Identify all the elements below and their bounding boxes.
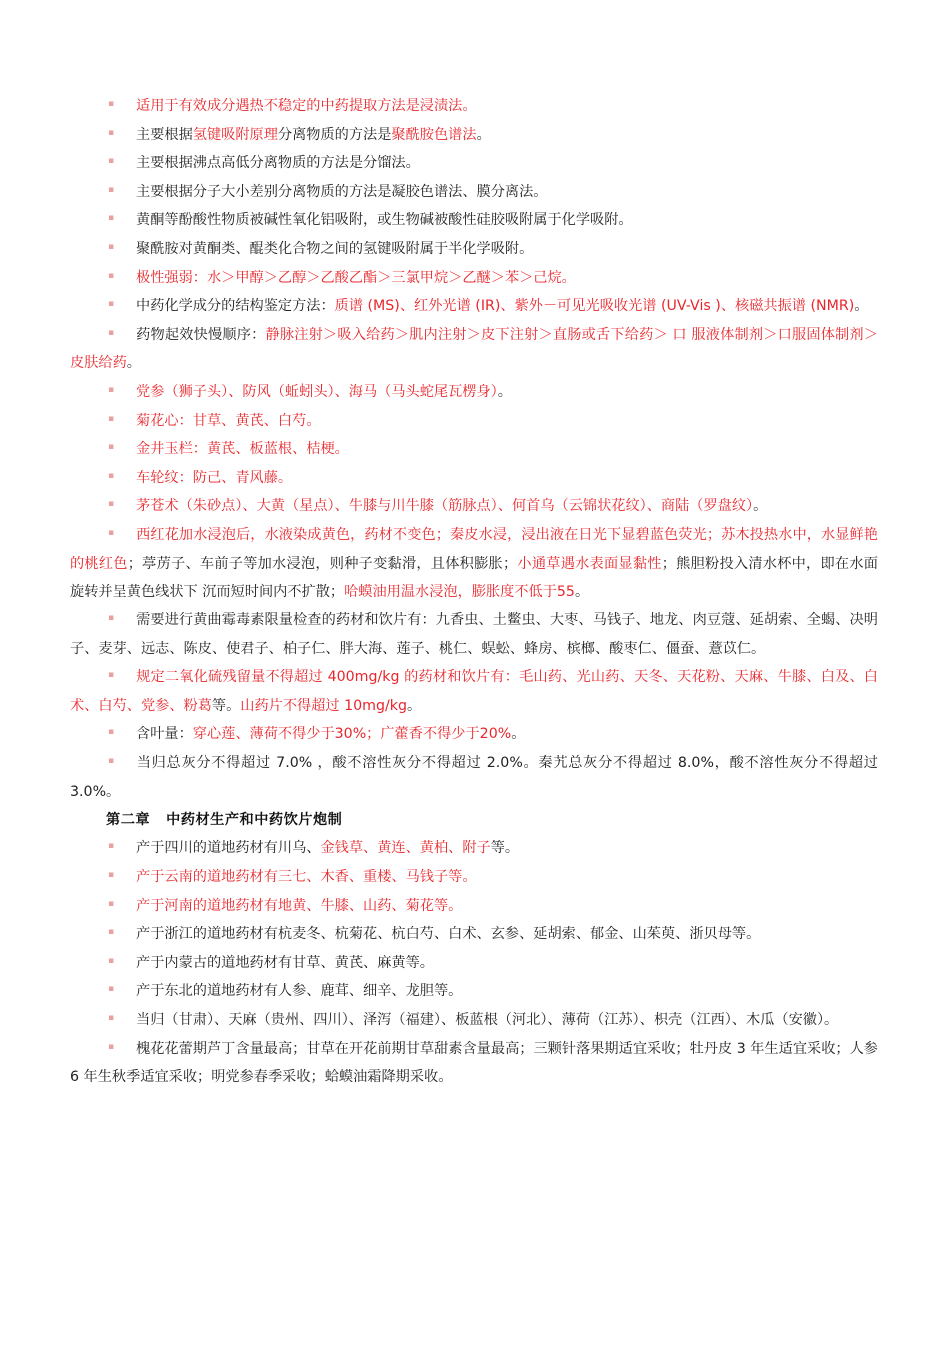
- item-text: 。: [511, 726, 526, 743]
- bullet-item: [70, 292, 878, 321]
- item-text: 主要根据分子大小差别分离物质的方法是凝胶色谱法、膜分离法。: [136, 184, 548, 201]
- item-text: 分离物质的方法是: [277, 126, 392, 143]
- highlighted-text: 聚酰胺色谱法: [391, 126, 477, 143]
- bullet-icon: ▪: [108, 670, 115, 681]
- bullet-item: [70, 749, 878, 806]
- highlighted-text: 金井玉栏：黄芪、板蓝根、桔梗。: [136, 441, 349, 458]
- bullet-icon: ▪: [108, 1013, 115, 1024]
- bullet-icon: ▪: [108, 242, 115, 253]
- chapter-number: 第二章: [106, 812, 151, 829]
- item-text: 药物起效快慢顺序：: [136, 327, 266, 344]
- highlighted-text: 金钱草、黄连、黄柏、附子: [320, 840, 491, 857]
- item-text: 当归总灰分不得超过 7.0% ，酸不溶性灰分不得超过 2.0%。秦艽总灰分不得超过 8.0%，酸不溶性灰分不得超过 3.0%。: [70, 755, 878, 800]
- bullet-icon: ▪: [108, 870, 115, 881]
- item-text: 。: [407, 697, 422, 714]
- bullet-icon: ▪: [108, 270, 115, 281]
- bullet-item: [70, 407, 878, 436]
- highlighted-text: 静脉注射＞吸入给药＞肌内注射＞皮下注射＞直肠或舌下给药＞ 口 服液体制剂＞口服固体制剂＞皮肤给药: [70, 327, 878, 372]
- item-text: 中药化学成分的结构鉴定方法：: [136, 298, 335, 315]
- bullet-icon: ▪: [108, 384, 115, 395]
- item-text: 。: [497, 384, 512, 401]
- bullet-item: [70, 720, 878, 749]
- item-text: 等。: [490, 840, 520, 857]
- item-text: 需要进行黄曲霉毒素限量检查的药材和饮片有：九香虫、土鳖虫、大枣、马钱子、地龙、肉豆蔻、延胡索、全蝎、决明子、麦芽、远志、陈皮、使君子、柏子仁、胖大海、莲子、桃仁、蜈蚣、蜂房、槟榔、酸枣仁、僵蚕、薏苡仁。: [70, 612, 878, 657]
- bullet-icon: ▪: [108, 299, 115, 310]
- bullet-icon: ▪: [108, 442, 115, 453]
- item-text: 主要根据沸点高低分离物质的方法是分馏法。: [136, 155, 420, 172]
- bullet-item: [70, 378, 878, 407]
- highlighted-text: 山药片不得超过 10mg/kg: [240, 697, 407, 714]
- item-text: 产于内蒙古的道地药材有甘草、黄芪、麻黄等。: [136, 955, 434, 972]
- item-text: 等。: [211, 697, 241, 714]
- note-list-chapter-one: [70, 92, 878, 806]
- bullet-icon: ▪: [108, 156, 115, 167]
- bullet-icon: ▪: [108, 756, 115, 766]
- bullet-icon: ▪: [108, 955, 115, 966]
- bullet-item: [70, 863, 878, 892]
- bullet-item: [70, 321, 878, 378]
- highlighted-text: 产于云南的道地药材有三七、木香、重楼、马钱子等。: [136, 869, 477, 886]
- bullet-icon: ▪: [108, 898, 115, 909]
- highlighted-text: 哈蟆油用温水浸泡，膨胀度不低于55: [344, 583, 575, 600]
- bullet-item: [70, 663, 878, 720]
- highlighted-text: 适用于有效成分遇热不稳定的中药提取方法是浸渍法。: [136, 98, 477, 115]
- highlighted-text: 党参（狮子头）、防风（蚯蚓头）、海马（马头蛇尾瓦楞身）: [136, 384, 498, 401]
- item-text: 产于东北的道地药材有人参、鹿茸、细辛、龙胆等。: [136, 983, 463, 1000]
- bullet-item: [70, 92, 878, 121]
- bullet-item: [70, 521, 878, 606]
- bullet-item: [70, 264, 878, 293]
- bullet-item: [70, 920, 878, 949]
- highlighted-text: 茅苍术（朱砂点）、大黄（星点）、牛膝与川牛膝（筋脉点）、何首乌（云锦状花纹）、商陆（罗盘纹）: [136, 498, 754, 515]
- bullet-item: [70, 892, 878, 921]
- bullet-item: [70, 435, 878, 464]
- bullet-icon: ▪: [108, 184, 115, 195]
- bullet-item: [70, 149, 878, 178]
- item-text: ；熊胆粉投入清水杯中，即在水面旋转并呈黄色线状下 沉而短时间内不扩散；: [70, 555, 878, 600]
- bullet-item: [70, 977, 878, 1006]
- bullet-icon: ▪: [108, 470, 115, 481]
- bullet-icon: ▪: [108, 413, 115, 424]
- item-text: 。: [854, 298, 869, 315]
- bullet-icon: ▪: [108, 841, 115, 852]
- item-text: 含叶量：: [136, 726, 193, 743]
- bullet-item: [70, 178, 878, 207]
- document-page: [70, 92, 878, 1092]
- bullet-item: [70, 1035, 878, 1092]
- item-text: 主要根据: [136, 126, 193, 143]
- item-text: ；葶苈子、车前子等加水浸泡，则种子变黏滑，且体积膨胀；: [127, 555, 518, 572]
- item-text: 产于四川的道地药材有川乌、: [136, 840, 321, 857]
- highlighted-text: 小通草遇水表面显黏性: [517, 555, 662, 572]
- bullet-icon: ▪: [108, 127, 115, 138]
- highlighted-text: 极性强弱：水＞甲醇＞乙醇＞乙酸乙酯＞三氯甲烷＞乙醚＞苯＞己烷。: [136, 269, 576, 286]
- chapter-title: 中药材生产和中药饮片炮制: [166, 812, 343, 829]
- note-list-chapter-two: [70, 834, 878, 1091]
- bullet-icon: ▪: [108, 499, 115, 510]
- chapter-heading: [70, 806, 878, 834]
- highlighted-text: 氢键吸附原理: [192, 126, 278, 143]
- item-text: 。: [753, 498, 768, 515]
- bullet-icon: ▪: [108, 99, 115, 109]
- highlighted-text: 产于河南的道地药材有地黄、牛膝、山药、菊花等。: [136, 897, 463, 914]
- bullet-icon: ▪: [108, 727, 115, 738]
- bullet-item: [70, 206, 878, 235]
- bullet-item: [70, 1006, 878, 1035]
- bullet-item: [70, 949, 878, 978]
- item-text: 。: [574, 583, 590, 600]
- bullet-item: [70, 606, 878, 663]
- item-text: 。: [126, 355, 141, 372]
- bullet-icon: ▪: [108, 927, 115, 938]
- bullet-item: [70, 464, 878, 493]
- bullet-item: [70, 235, 878, 264]
- item-text: 产于浙江的道地药材有杭麦冬、杭菊花、杭白芍、白术、玄参、延胡索、郁金、山茱萸、浙贝母等。: [136, 926, 761, 943]
- bullet-item: [70, 834, 878, 863]
- bullet-item: [70, 121, 878, 150]
- bullet-icon: ▪: [108, 1041, 115, 1052]
- highlighted-text: 穿心莲、薄荷不得少于30%；广藿香不得少于20%: [192, 726, 512, 743]
- item-text: 。: [476, 126, 491, 143]
- highlighted-text: 规定二氧化硫残留量不得超过 400mg/kg 的药材和饮片有：毛山药、光山药、天冬、天花粉、天麻、牛膝、白及、白术、白芍、党参、粉葛: [70, 669, 878, 714]
- bullet-icon: ▪: [108, 527, 115, 538]
- highlighted-text: 车轮纹：防己、青风藤。: [136, 469, 293, 486]
- bullet-icon: ▪: [108, 984, 115, 995]
- highlighted-text: 菊花心：甘草、黄芪、白芍。: [136, 412, 321, 429]
- item-text: 槐花花蕾期芦丁含量最高；甘草在开花前期甘草甜素含量最高；三颗针落果期适宜采收；牡丹皮 3 年生适宜采收；人参 6 年生秋季适宜采收；明党参春季采收；蛤蟆油霜降期采收。: [70, 1040, 878, 1086]
- bullet-icon: ▪: [108, 613, 115, 624]
- bullet-item: [70, 492, 878, 521]
- item-text: 黄酮等酚酸性物质被碱性氧化铝吸附，或生物碱被酸性硅胶吸附属于化学吸附。: [136, 212, 633, 229]
- highlighted-text: 西红花加水浸泡后，水液染成黄色，药材不变色；秦皮水浸，浸出液在日光下显碧蓝色荧光；苏木投热水中，水显鲜艳的桃红色: [70, 527, 878, 572]
- bullet-icon: ▪: [108, 213, 115, 224]
- highlighted-text: 质谱 (MS)、红外光谱 (IR)、紫外－可见光吸收光谱 (UV-Vis )、核磁共振谱 (NMR): [334, 298, 855, 315]
- bullet-icon: ▪: [108, 327, 115, 338]
- item-text: 当归（甘肃）、天麻（贵州、四川）、泽泻（福建）、板蓝根（河北）、薄荷（江苏）、枳壳（江西）、木瓜（安徽）。: [136, 1012, 839, 1029]
- item-text: 聚酰胺对黄酮类、醌类化合物之间的氢键吸附属于半化学吸附。: [136, 241, 534, 258]
